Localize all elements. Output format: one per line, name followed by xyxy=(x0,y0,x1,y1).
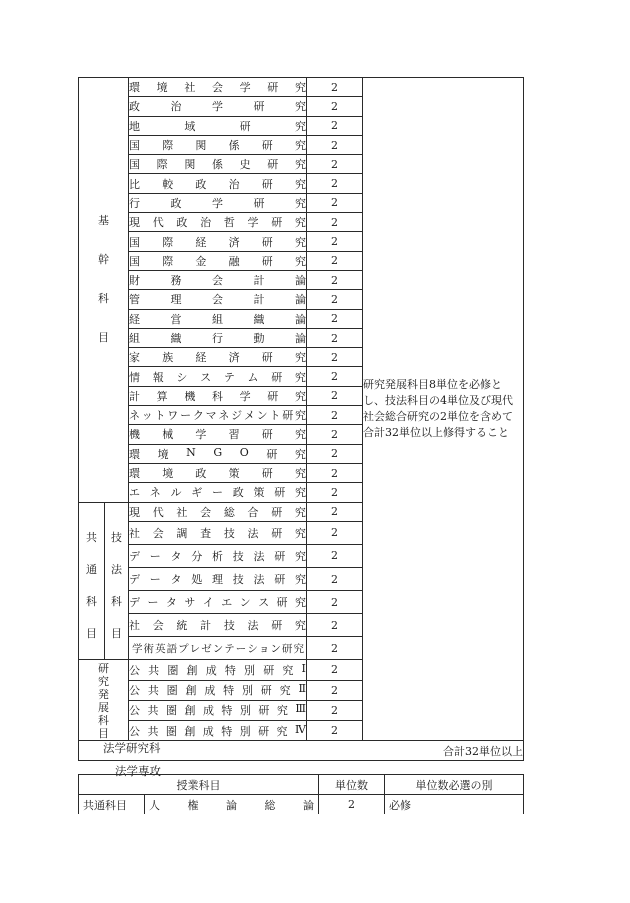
course-name: 公 共 圏 創 成 特 別 研 究 Ⅰ xyxy=(129,660,307,680)
label-char: 目 xyxy=(98,727,109,741)
course-name: 環 境 N G O 研 究 xyxy=(129,444,307,463)
label-char: 目 xyxy=(111,627,122,641)
course-name: 公 共 圏 創 成 特 別 研 究 Ⅱ xyxy=(129,680,307,700)
course-units: 2 xyxy=(307,174,363,193)
course-name: 国 際 経 済 研 究 xyxy=(129,232,307,251)
gihou-label xyxy=(105,531,128,659)
table-row xyxy=(79,78,524,97)
requirement-note: 研究発展科目8単位を必修とし、技法科目の4単位及び現代社会総合研究の2単位を含めて合計32単位以上修得すること xyxy=(363,78,524,741)
course-name: 社 会 調 査 技 法 研 究 xyxy=(129,521,307,544)
course-name: 経 営 組 織 論 xyxy=(129,309,307,328)
course-name: 国 際 関 係 研 究 xyxy=(129,135,307,154)
course-name: ネ ッ ト ワ ー ク マ ネ ジ メ ン ト 研 究 xyxy=(129,406,307,425)
blank-cell xyxy=(105,502,129,521)
course-units: 2 xyxy=(307,309,363,328)
course-name: デ ー タ 処 理 技 法 研 究 xyxy=(129,567,307,590)
label-char: 幹 xyxy=(98,252,109,266)
label-char: 技 xyxy=(111,531,122,545)
kikan-category-cell xyxy=(79,78,129,503)
course-name: 地 域 研 究 xyxy=(129,116,307,135)
course-units: 2 xyxy=(307,213,363,232)
label-char: 研 xyxy=(98,662,109,676)
course-units: 2 xyxy=(307,290,363,309)
kenkyu-label xyxy=(79,662,128,740)
course-units: 2 xyxy=(307,721,363,741)
course-units: 2 xyxy=(307,444,363,463)
course-units: 2 xyxy=(307,386,363,405)
course-name: 機 械 学 習 研 究 xyxy=(129,425,307,444)
course-units: 2 xyxy=(307,116,363,135)
row-units: 2 xyxy=(319,795,385,815)
header-units: 単位数 xyxy=(319,775,385,795)
course-units: 2 xyxy=(307,591,363,614)
course-name: デ ー タ 分 析 技 法 研 究 xyxy=(129,544,307,567)
table-row xyxy=(79,795,524,815)
course-units: 2 xyxy=(307,660,363,680)
label-char: 法 xyxy=(111,563,122,577)
course-name: 現 代 社 会 総 合 研 究 xyxy=(129,502,307,521)
course-units: 2 xyxy=(307,193,363,212)
course-units: 2 xyxy=(307,637,363,660)
course-name: 環 境 政 策 研 究 xyxy=(129,463,307,482)
course-units: 2 xyxy=(307,567,363,590)
kikan-label xyxy=(79,214,128,370)
total-cell: 合計32単位以上 xyxy=(79,741,524,761)
course-units: 2 xyxy=(307,406,363,425)
label-char: 共 xyxy=(86,530,97,544)
course-name: 管 理 会 計 論 xyxy=(129,290,307,309)
course-name: 情 報 シ ス テ ム 研 究 xyxy=(129,367,307,386)
course-units: 2 xyxy=(307,544,363,567)
course-units: 2 xyxy=(307,155,363,174)
label-char: 科 xyxy=(111,595,122,609)
course-name: 国 際 関 係 史 研 究 xyxy=(129,155,307,174)
row-course-name: 人 権 論 総 論 xyxy=(145,795,319,815)
label-char: 目 xyxy=(98,330,109,344)
major-heading: 法学専攻 xyxy=(115,764,161,778)
course-name: 社 会 統 計 技 法 研 究 xyxy=(129,614,307,637)
label-char: 通 xyxy=(86,562,97,576)
course-name: 家 族 経 済 研 究 xyxy=(129,348,307,367)
row-required: 必修 xyxy=(385,795,524,815)
course-name: 環 境 社 会 学 研 究 xyxy=(129,78,307,97)
course-units: 2 xyxy=(307,614,363,637)
course-name: 国 際 金 融 研 究 xyxy=(129,251,307,270)
course-units: 2 xyxy=(307,700,363,720)
course-name: デ ー タ サ イ エ ン ス 研 究 xyxy=(129,591,307,614)
course-name: 政 治 学 研 究 xyxy=(129,97,307,116)
header-required: 単位数必選の別 xyxy=(385,775,524,795)
label-char: 目 xyxy=(86,626,97,640)
label-char: 展 xyxy=(98,701,109,715)
kyotsu-label xyxy=(79,531,104,659)
course-units: 2 xyxy=(307,328,363,347)
course-name: 公 共 圏 創 成 特 別 研 究 Ⅳ xyxy=(129,721,307,741)
course-name: 計 算 機 科 学 研 究 xyxy=(129,386,307,405)
course-name: 公 共 圏 創 成 特 別 研 究 Ⅲ xyxy=(129,700,307,720)
law-course-table xyxy=(78,774,524,814)
kenkyu-category-cell xyxy=(79,660,129,741)
course-units: 2 xyxy=(307,270,363,289)
law-table-header-row xyxy=(79,775,524,795)
course-name: 学 術 英 語 プ レ ゼ ン テ ー シ ョ ン 研 究 xyxy=(129,637,307,660)
course-units: 2 xyxy=(307,348,363,367)
course-name: エ ネ ル ギ ー 政 策 研 究 xyxy=(129,483,307,502)
gihou-category-cell xyxy=(105,521,129,660)
label-char: 発 xyxy=(98,688,109,702)
course-units: 2 xyxy=(307,251,363,270)
label-char: 科 xyxy=(98,714,109,728)
label-char: 究 xyxy=(98,675,109,689)
course-units: 2 xyxy=(307,521,363,544)
course-units: 2 xyxy=(307,367,363,386)
course-units: 2 xyxy=(307,463,363,482)
course-name: 財 務 会 計 論 xyxy=(129,270,307,289)
course-units: 2 xyxy=(307,680,363,700)
course-name: 現 代 政 治 哲 学 研 究 xyxy=(129,213,307,232)
course-units: 2 xyxy=(307,97,363,116)
course-units: 2 xyxy=(307,502,363,521)
course-name: 比 較 政 治 研 究 xyxy=(129,174,307,193)
school-heading: 法学研究科 xyxy=(103,741,161,755)
course-units: 2 xyxy=(307,232,363,251)
header-subject: 授業科目 xyxy=(79,775,319,795)
label-char: 科 xyxy=(86,594,97,608)
curriculum-table xyxy=(78,77,524,761)
course-name: 行 政 学 研 究 xyxy=(129,193,307,212)
course-units: 2 xyxy=(307,78,363,97)
course-units: 2 xyxy=(307,425,363,444)
label-char: 科 xyxy=(98,291,109,305)
course-name: 組 織 行 動 論 xyxy=(129,328,307,347)
kyotsu-category-cell xyxy=(79,502,105,660)
label-char: 基 xyxy=(98,213,109,227)
course-units: 2 xyxy=(307,483,363,502)
course-units: 2 xyxy=(307,135,363,154)
row-category: 共通科目 xyxy=(79,795,145,815)
